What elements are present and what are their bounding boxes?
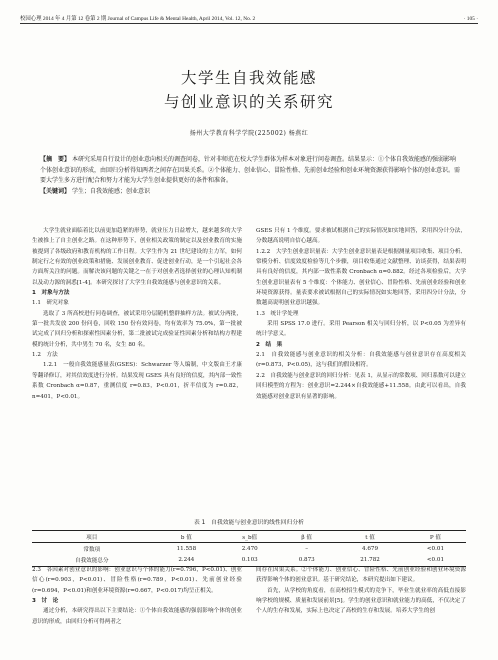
left-column-bottom [32, 565, 242, 627]
keywords-label: 【关键词】 [40, 187, 71, 195]
body-paragraph: 通过分析，本研究得出以下主要结论：①个体自我效能感的强弱影响个体的创业意识的形成，由回归分析可得两者之 [32, 608, 242, 625]
body-paragraph: 2.2 自我效能与创业意识的回归分析：见表 1，从显示的常数项、回归系数可以建立回归模型的方程为：创业意识=2.244×自我效能感+11.558。由此可以看出，自我效能感对创业意识有显著的影响。 [256, 372, 467, 400]
body-paragraph: 1.2 方法 [32, 352, 58, 359]
table-cell: 常数项 [83, 546, 101, 553]
body-paragraph: 首先，从学校的角度看，在高校招生模式的竞争下，毕业生就业率的高低直接影响学校的规模、质量和发展前景[5]。学生的创业意识和就业能力的高低，不仅决定了个人的生存和发展，实际上也决定了高校的生存和发展。培养大学生的创 [256, 587, 466, 615]
table-cell: 0.103 [221, 555, 278, 567]
table-body [32, 543, 466, 567]
abstract-paragraph [40, 155, 460, 187]
table-header-cell: β 值 [278, 531, 335, 543]
table-row [32, 543, 466, 555]
section-heading: 2 结 果 [256, 341, 283, 348]
keywords-paragraph [40, 187, 460, 198]
table-cell: 2.470 [241, 545, 258, 552]
table-cell: 11.558 [176, 545, 197, 552]
body-paragraph: 1.1 研究对象 [32, 300, 69, 307]
table-header-cell: 项目 [32, 531, 152, 543]
body-paragraph: 采用 SPSS 17.0 进行。采用 Pearson 相关与回归分析，以 P<0.05 为差异有统计学意义。 [256, 321, 466, 338]
table-cell: <0.01 [405, 555, 466, 567]
body-paragraph: 选取了 3 所高校进行问卷调查，被试采用分层随机整群抽样方法。被试分两批，第一批共发放 200 份问卷，回收 150 份有效问卷，均有效率为 75.0%，第一批被试完成了回归分析和探索性因素分析，第二批被试完成验证性因素分析和结构方程建模的统计分析，共中男生 70 名，女生 80 名。 [32, 310, 242, 348]
table-cell: – [305, 545, 309, 552]
journal-citation: 校园心理 2014 年 4 月第 12 卷第 2 期 Journal of Campus Life & Mental Health, April 2014, Vol. 12, No. 2 [20, 16, 256, 22]
section-heading: 1 对象与方法 [32, 290, 70, 297]
body-paragraph: 大学生就业面临着比以前更加趋紧的形势，就业压力日益增大，越来越多的大学生被推上了自主创业之路。在这种形势下，创业相关政策的制定以及创业教育的实施被提到了各级政府和教育机构的工作日程。大学生作为 21 世纪建设的主力军，如何制定行之有效的创业政策和措施、发展创业教育、促进创业行动，是一个引起社会各方面所关注的问题。而解决该问题的关键之一在于对创业者选择创业的心理认知机制以及动力源的洞悉[1-4]。本研究探讨了大学生自我效能感与创业意识的关系。 [32, 228, 242, 286]
body-paragraph: 1.3 统计学处理 [256, 310, 299, 317]
abstract-text: 本研究采用自行设计的创业意向相关的调查问卷，针对非师范在校大学生群体为样本对象进行问卷调查。结果显示：①个体自我效能感的强弱影响个体创业意识的形成，由回归分析得知两者之间存在因果关系。②个体能力、创业信心、冒险性格、先前创业经验和创业环境资源获得影响个体的创业意识。需要大学生多方进行配合和努力才能为大学生创业提供更好的条件和准备。 [40, 156, 461, 185]
left-column-top [32, 226, 242, 402]
keywords-text: 学生；自我效能感；创业意识 [71, 187, 150, 195]
right-column-top [256, 226, 466, 402]
body-paragraph: GSES 只有 1 个维度。要求被试根据自己的实际情况如实地回答，采用四分计分法，分数越高说明自信心越高。 [256, 228, 466, 245]
author-affiliation: 扬州大学教育科学学院(225002) 杨燕红 [189, 130, 309, 137]
table-cell: <0.01 [426, 545, 445, 552]
table-cell: 4.679 [362, 545, 379, 552]
body-paragraph: 1.2.1 一般自我效能感量表(GSES)：Schwarzer 等人编制，中文版由王才康等翻译修订，对其信效度进行分析。结果发现 GSES 具有良好的信度，其内部一致性系数 Cronbach α=0.87，重测信度 r=0.83，P<0.01，折半信度为 r=0.82，n=401，P<0.01。 [32, 362, 242, 400]
running-header [20, 14, 478, 24]
body-paragraph: 2.1 自我效能感与创业意识的相关分析：自我效能感与创业意识存在高度相关(r=0.873，P<0.05)，这与我们的假设相符。 [256, 352, 466, 369]
table-cell: 0.873 [278, 555, 335, 567]
table-header-cell: t 值 [335, 531, 405, 543]
table-cell: 21.782 [335, 555, 405, 567]
section-heading: 3 讨 论 [32, 598, 59, 605]
article-title-line2: 与创业意识的关系研究 [163, 93, 334, 111]
table-cell: 自我效能总分 [32, 555, 152, 567]
body-paragraph: 1.2.2 大学生创业意识量表：大学生创业意识量表是根据测量项目收集、项目分析、常模分析、信度效度检验等几个步骤，项目收集通过文献整理、访谈获得，结果表明具有良好的信度，其内部一致性系数 Cronbach α=0.882。经过各项检验后，大学生创业意识量表有 5 个维度：个体能力、创业信心、冒险性格、先前创业经验和创业环境资源获得。量表要求被试根据自己的实际情况如实地回答，采用四分计分法，分数越高说明创业意识越强。 [256, 248, 467, 307]
body-paragraph: 2.3 各因素对创业意识的影响：创业意识与个体的能力(r=0.796，P<0.01)、创业信心(r=0.903，P<0.01)、冒险性格(r=0.789，P<0.01)、先前创业经验(r=0.694，P<0.01)和创业环境资源(r=0.667，P<0.017)均呈正相关。 [32, 567, 242, 594]
table-header-cell: P 值 [405, 531, 466, 543]
abstract-label: 【摘 要】 [40, 156, 71, 163]
table-cell: 2.244 [152, 555, 222, 567]
article-title-line1: 大学生自我效能感 [180, 69, 317, 87]
abstract-block [40, 155, 460, 197]
page-number: · 105 · [463, 16, 478, 22]
table-caption: 表 1 自我效能与创业意识的线性回归分析 [194, 520, 304, 526]
table-header-cell: s_b值 [221, 531, 278, 543]
table-header-cell: b 值 [152, 531, 222, 543]
table-header-row [32, 531, 466, 543]
regression-table [32, 530, 466, 567]
right-column-bottom [256, 565, 466, 617]
body-paragraph: 间存在因果关系。②个体能力、创业信心、冒险性格、先前创业经验和创业环境资源获得影响个体的创业意识。基于研究结论，本研究提出如下建议。 [256, 567, 466, 584]
